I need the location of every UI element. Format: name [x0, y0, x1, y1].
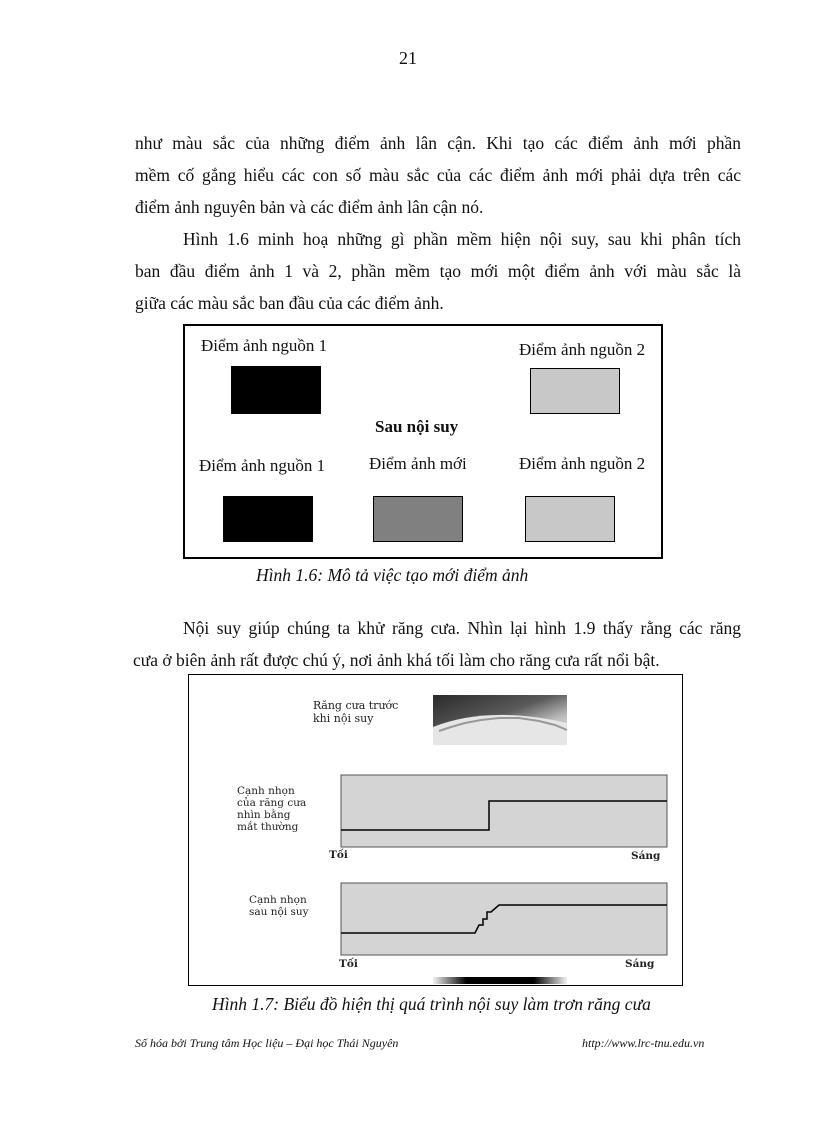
chart1-panel [341, 775, 667, 847]
figure-1-6-caption: Hình 1.6: Mô tả việc tạo mới điểm ảnh [256, 565, 529, 585]
source-pixel-2-swatch [530, 368, 620, 414]
paragraph-line: giữa các màu sắc ban đầu của các điểm ảnh. [135, 293, 444, 313]
paragraph-3 [135, 612, 741, 676]
bottom-middle-label: Điểm ảnh mới [369, 454, 467, 473]
footer-source: Số hóa bởi Trung tâm Học liệu – Đại học Thái Nguyên [135, 1036, 399, 1050]
new-pixel-swatch [373, 496, 463, 542]
top-left-label: Điểm ảnh nguồn 1 [201, 336, 328, 355]
paragraph-1 [135, 127, 741, 223]
figure-1-7-graphic [189, 675, 682, 985]
paragraph-2 [135, 223, 741, 319]
gradient-bar [433, 977, 567, 984]
source-pixel-1-swatch [223, 496, 313, 542]
footer-url[interactable]: http://www.lrc-tnu.edu.vn [582, 1036, 705, 1050]
photo-label-line-2: khi nội suy [313, 712, 374, 725]
chart1-label-line: nhìn bằng [237, 809, 291, 821]
chart2-x-left: Tối [339, 958, 358, 970]
top-right-label: Điểm ảnh nguồn 2 [519, 340, 646, 359]
paragraph-line: ban đầu điểm ảnh 1 và 2, phần mềm tạo mới một điểm ảnh với màu sắc là [135, 261, 741, 281]
chart2-panel [341, 883, 667, 955]
chart1-label-line: của răng cưa [237, 797, 307, 809]
photo-label-line-1: Răng cưa trước [313, 699, 399, 712]
chart2-x-right: Sáng [625, 958, 655, 970]
figure-1-6 [183, 324, 663, 559]
figure-1-7-caption: Hình 1.7: Biểu đồ hiện thị quá trình nội suy làm trơn răng cưa [212, 994, 651, 1014]
paragraph-line: như màu sắc của những điểm ảnh lân cận. Khi tạo các điểm ảnh mới phần [135, 133, 741, 153]
paragraph-line: Nội suy giúp chúng ta khử răng cưa. Nhìn lại hình 1.9 thấy rằng các răng [183, 618, 741, 638]
paragraph-line: mềm cố gắng hiểu các con số màu sắc của các điểm ảnh mới phải dựa trên các [135, 165, 741, 185]
page-number: 21 [399, 48, 417, 68]
chart1-x-right: Sáng [631, 850, 661, 862]
paragraph-line: Hình 1.6 minh hoạ những gì phần mềm hiện nội suy, sau khi phân tích [183, 229, 741, 249]
chart1-label-line: mắt thường [237, 821, 299, 833]
source-pixel-1-swatch [231, 366, 321, 414]
figure-1-7 [188, 674, 683, 986]
paragraph-line: cưa ở biên ảnh rất được chú ý, nơi ảnh khá tối làm cho răng cưa rất nổi bật. [133, 650, 660, 670]
bottom-right-label: Điểm ảnh nguồn 2 [519, 454, 646, 473]
chart2-label-line: sau nội suy [249, 906, 309, 918]
after-interpolation-heading: Sau nội suy [375, 417, 459, 436]
source-pixel-2-swatch [525, 496, 615, 542]
bottom-left-label: Điểm ảnh nguồn 1 [199, 456, 326, 475]
chart1-x-left: Tối [329, 849, 348, 861]
chart1-label-line: Cạnh nhọn [237, 785, 295, 797]
chart2-label-line: Cạnh nhọn [249, 894, 307, 906]
paragraph-line: điểm ảnh nguyên bản và các điểm ảnh lân cận nó. [135, 197, 484, 217]
